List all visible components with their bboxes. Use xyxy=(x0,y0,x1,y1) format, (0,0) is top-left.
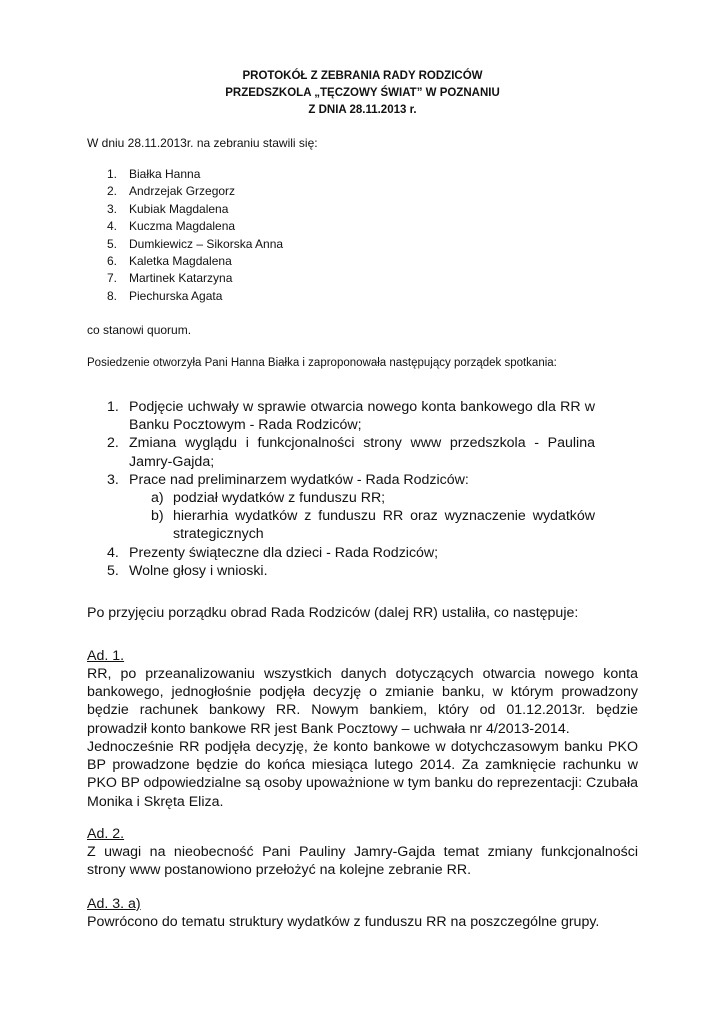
title-line-3: Z DNIA 28.11.2013 r. xyxy=(308,104,417,116)
document-title xyxy=(0,68,725,119)
agenda-text: Wolne głosy i wnioski. xyxy=(129,562,268,579)
agenda-number: 5. xyxy=(107,562,119,579)
agenda-item xyxy=(107,398,595,434)
agenda-item xyxy=(107,544,595,562)
agenda-item xyxy=(107,434,595,470)
attendee-name: Kaletka Magdalena xyxy=(129,254,232,269)
ad3-paragraph: Powrócono do tematu struktury wydatków z funduszu RR na poszczególne grupy. xyxy=(87,914,600,930)
attendee-name: Andrzejak Grzegorz xyxy=(129,184,236,199)
attendee-name: Kuczma Magdalena xyxy=(129,219,236,234)
list-number: 8. xyxy=(107,288,118,303)
ad1-heading: Ad. 1. xyxy=(87,648,125,664)
ad2-paragraph: Z uwagi na nieobecność Pani Pauliny Jamry-Gajda temat zmiany funkcjonalności strony www postanowiono przełożyć na kolejne zebranie RR. xyxy=(87,844,638,879)
list-item xyxy=(107,201,283,218)
list-number: 7. xyxy=(107,271,118,286)
attendee-name: Białka Hanna xyxy=(129,167,201,181)
agenda-text: Podjęcie uchwały w sprawie otwarcia nowego konta bankowego dla RR w Banku Pocztowym - Rada Rodziców; xyxy=(129,399,595,434)
attendee-name: Kubiak Magdalena xyxy=(129,201,229,216)
agenda-subtext: hierarhia wydatków z funduszu RR oraz wyznaczenie wydatków strategicznych xyxy=(173,508,595,543)
ad2-heading: Ad. 2. xyxy=(87,826,125,842)
agenda-subnumber: b) xyxy=(151,508,164,525)
attendee-list xyxy=(107,166,283,305)
title-line-1: PROTOKÓŁ Z ZEBRANIA RADY RODZICÓW xyxy=(242,70,483,82)
agenda-text: Prezenty świąteczne dla dzieci - Rada Rodziców; xyxy=(129,544,439,561)
agenda-subtext: podział wydatków z funduszu RR; xyxy=(173,490,386,507)
agenda-number: 2. xyxy=(107,435,119,452)
agenda-number: 3. xyxy=(107,471,119,488)
agenda-sublist xyxy=(129,489,595,544)
list-item xyxy=(107,183,283,200)
quorum-text: co stanowi quorum. xyxy=(87,323,192,337)
agenda-item xyxy=(107,562,595,580)
agenda-subitem xyxy=(151,489,595,507)
agenda-subnumber: a) xyxy=(151,490,164,507)
agenda-text: Prace nad preliminarzem wydatków - Rada Rodziców: xyxy=(129,471,469,488)
opening-text: Posiedzenie otworzyła Pani Hanna Białka i zaproponowała następujący porządek spotkania: xyxy=(87,357,557,369)
agenda-item xyxy=(107,471,595,544)
list-number: 1. xyxy=(107,167,118,181)
attendee-name: Dumkiewicz – Sikorska Anna xyxy=(129,236,284,251)
list-number: 3. xyxy=(107,201,118,216)
agenda-subitem xyxy=(151,507,595,543)
list-item xyxy=(107,236,283,253)
resolution-intro: Po przyjęciu porządku obrad Rada Rodziców (dalej RR) ustaliła, co następuje: xyxy=(87,605,579,621)
ad1-paragraph-2: Jednocześnie RR podjęła decyzję, że konto bankowe w dotychczasowym banku PKO BP prowadzone będzie do końca miesiąca lutego 2014. Za zamknięcie rachunku w PKO BP odpowiedzialne są osoby upoważnione w tym banku do reprezentacji: Czubała Monika i Skręta Eliza. xyxy=(87,739,639,810)
intro-text: W dniu 28.11.2013r. na zebraniu stawili się: xyxy=(87,136,318,150)
list-number: 4. xyxy=(107,219,118,234)
list-item xyxy=(107,253,283,270)
list-number: 5. xyxy=(107,236,118,251)
list-item xyxy=(107,270,283,287)
agenda-number: 4. xyxy=(107,544,119,561)
agenda-number: 1. xyxy=(107,399,119,415)
ad1-paragraph-1: RR, po przeanalizowaniu wszystkich danych dotyczących otwarcia nowego konta bankowego, jednogłośnie podjęła decyzję o zmianie banku, w którym prowadzony będzie rachunek bankowy RR. Nowym bankiem, który od 01.12.2013r. będzie prowadził konto bankowe RR jest Bank Pocztowy – uchwała nr 4/2013-2014. xyxy=(87,666,638,737)
list-item xyxy=(107,166,283,183)
agenda-list xyxy=(107,398,595,580)
list-number: 2. xyxy=(107,184,118,199)
list-number: 6. xyxy=(107,254,118,269)
attendee-name: Martinek Katarzyna xyxy=(129,271,233,286)
list-item xyxy=(107,218,283,235)
agenda-text: Zmiana wyglądu i funkcjonalności strony www przedszkola - Paulina Jamry-Gajda; xyxy=(129,435,595,470)
ad3-heading: Ad. 3. a) xyxy=(87,896,141,912)
attendee-name: Piechurska Agata xyxy=(129,288,223,303)
list-item xyxy=(107,288,283,305)
title-line-2: PRZEDSZKOLA „TĘCZOWY ŚWIAT” W POZNANIU xyxy=(225,87,500,99)
